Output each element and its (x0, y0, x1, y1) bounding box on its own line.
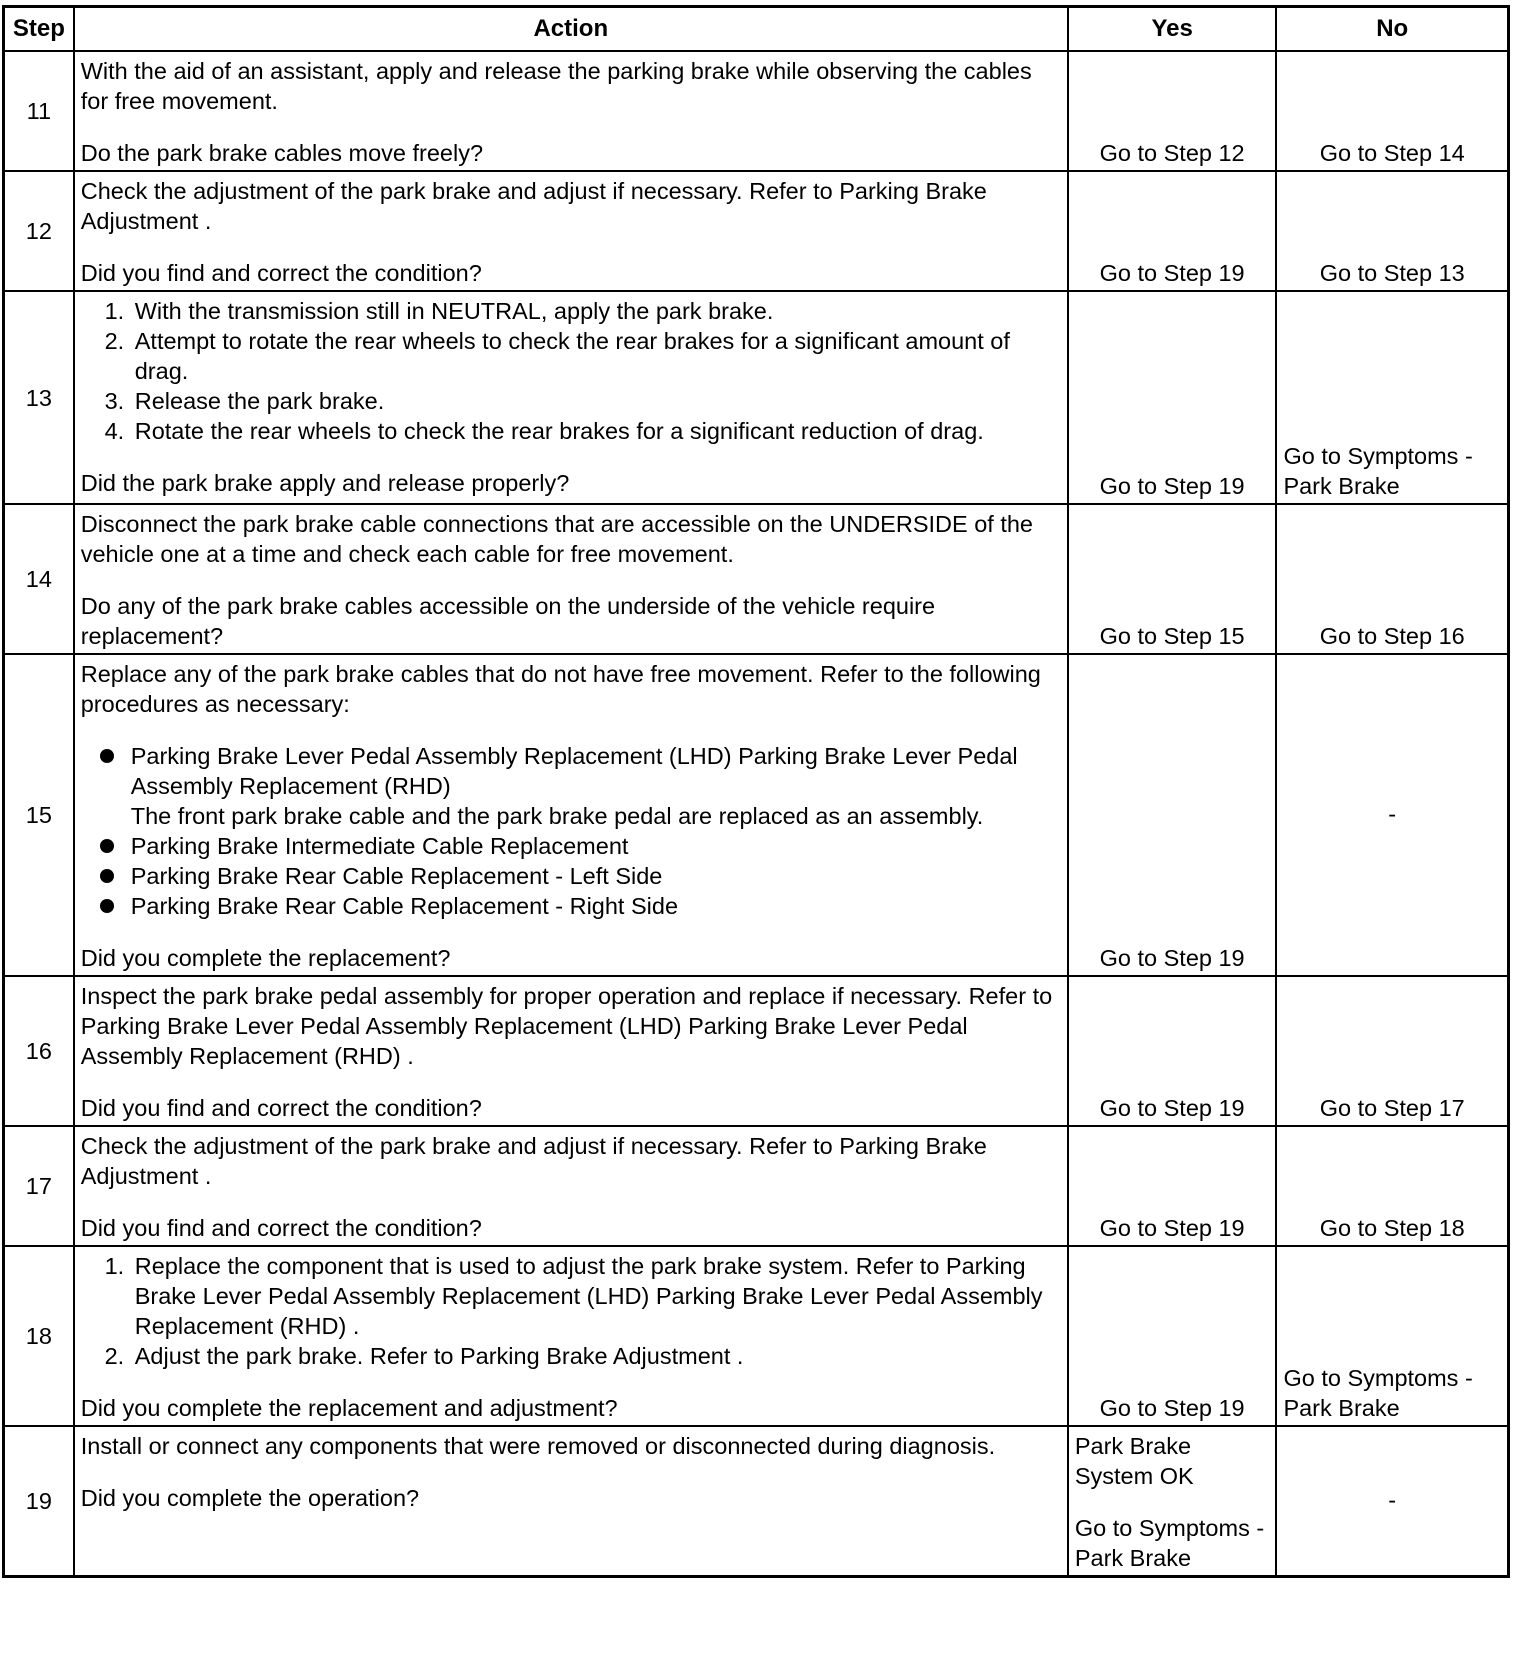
action-question: Do any of the park brake cables accessible on the underside of the vehicle require replacement? (80, 593, 936, 649)
action-text: Check the adjustment of the park brake and adjust if necessary. Refer to Parking Brake Adjustment . (80, 178, 987, 234)
step-number: 19 (4, 1426, 74, 1577)
list-item: 1. With the transmission still in NEUTRAL, apply the park brake. (131, 296, 1061, 326)
table-row (4, 1126, 1509, 1246)
yes-cell: Go to Step 19 (1068, 654, 1277, 976)
list-item: 4. Rotate the rear wheels to check the rear brakes for a significant reduction of drag. (131, 416, 1061, 446)
table-row (4, 976, 1509, 1126)
action-question: Did you complete the replacement and adjustment? (80, 1395, 618, 1421)
diagnostic-table (2, 5, 1510, 1578)
numbered-list (81, 296, 1061, 446)
step-number: 17 (4, 1126, 74, 1246)
action-question: Did you find and correct the condition? (80, 1215, 482, 1241)
list-item-text: Parking Brake Lever Pedal Assembly Replacement (LHD) Parking Brake Lever Pedal Assembly Replacement (RHD) (130, 743, 1018, 799)
list-item: Parking Brake Intermediate Cable Replacement (131, 831, 1061, 861)
step-number: 15 (4, 654, 74, 976)
action-question: Did the park brake apply and release properly? (80, 470, 570, 496)
no-cell: Go to Symptoms - Park Brake (1276, 1246, 1508, 1426)
yes-outcome-symptoms: Go to Symptoms - Park Brake (1074, 1515, 1265, 1571)
yes-cell (1068, 1426, 1277, 1577)
list-item (131, 741, 1061, 831)
step-number: 18 (4, 1246, 74, 1426)
list-item-note: The front park brake cable and the park brake pedal are replaced as an assembly. (130, 803, 984, 829)
yes-cell: Go to Step 12 (1068, 51, 1277, 171)
action-question: Did you find and correct the condition? (80, 260, 482, 286)
table-row (4, 504, 1509, 654)
no-cell: - (1276, 654, 1508, 976)
yes-cell: Go to Step 19 (1068, 976, 1277, 1126)
table-row (4, 654, 1509, 976)
table-row (4, 291, 1509, 504)
action-text: Inspect the park brake pedal assembly for proper operation and replace if necessary. Refer to Parking Brake Lever Pedal Assembly Replacement (LHD) Parking Brake Lever Pedal Assembly Replacement (RHD) . (80, 983, 1053, 1069)
yes-cell: Go to Step 19 (1068, 1246, 1277, 1426)
step-number: 16 (4, 976, 74, 1126)
action-cell (74, 1126, 1068, 1246)
no-cell: Go to Step 16 (1276, 504, 1508, 654)
step-number: 14 (4, 504, 74, 654)
list-item: 1. Replace the component that is used to adjust the park brake system. Refer to Parking Brake Lever Pedal Assembly Replacement (LHD) Parking Brake Lever Pedal Assembly Replacement (RHD) . (131, 1251, 1061, 1341)
yes-cell: Go to Step 19 (1068, 1126, 1277, 1246)
diagnostic-table-page (2, 5, 1510, 1578)
action-cell (74, 171, 1068, 291)
table-row (4, 51, 1509, 171)
step-number: 13 (4, 291, 74, 504)
table-row (4, 1246, 1509, 1426)
action-text: Replace any of the park brake cables that do not have free movement. Refer to the following procedures as necessary: (80, 661, 1041, 717)
list-item: 2. Adjust the park brake. Refer to Parking Brake Adjustment . (131, 1341, 1061, 1371)
bullet-list (81, 741, 1061, 921)
no-cell: Go to Step 13 (1276, 171, 1508, 291)
action-cell (74, 291, 1068, 504)
yes-cell: Go to Step 19 (1068, 171, 1277, 291)
action-cell (74, 504, 1068, 654)
list-item: Parking Brake Rear Cable Replacement - Right Side (131, 891, 1061, 921)
action-question: Do the park brake cables move freely? (80, 140, 484, 166)
action-text: With the aid of an assistant, apply and release the parking brake while observing the cables for free movement. (80, 58, 1032, 114)
action-cell (74, 654, 1068, 976)
header-yes: Yes (1068, 7, 1277, 52)
no-cell: Go to Step 17 (1276, 976, 1508, 1126)
no-cell: Go to Step 14 (1276, 51, 1508, 171)
action-cell (74, 51, 1068, 171)
no-cell: Go to Symptoms - Park Brake (1276, 291, 1508, 504)
step-number: 12 (4, 171, 74, 291)
header-action: Action (74, 7, 1068, 52)
header-row (4, 7, 1509, 52)
numbered-list (81, 1251, 1061, 1371)
no-cell: Go to Step 18 (1276, 1126, 1508, 1246)
no-cell: - (1276, 1426, 1508, 1577)
action-cell (74, 1426, 1068, 1577)
action-cell (74, 976, 1068, 1126)
table-row (4, 171, 1509, 291)
step-number: 11 (4, 51, 74, 171)
action-text: Check the adjustment of the park brake and adjust if necessary. Refer to Parking Brake Adjustment . (80, 1133, 987, 1189)
yes-cell: Go to Step 15 (1068, 504, 1277, 654)
yes-cell: Go to Step 19 (1068, 291, 1277, 504)
action-cell (74, 1246, 1068, 1426)
action-text: Disconnect the park brake cable connections that are accessible on the UNDERSIDE of the vehicle one at a time and check each cable for free movement. (80, 511, 1033, 567)
action-question: Did you complete the operation? (80, 1485, 420, 1511)
table-row (4, 1426, 1509, 1577)
list-item: 2. Attempt to rotate the rear wheels to check the rear brakes for a significant amount of drag. (131, 326, 1061, 386)
yes-outcome-ok: Park Brake System OK (1074, 1433, 1194, 1489)
header-step: Step (4, 7, 74, 52)
action-question: Did you find and correct the condition? (80, 1095, 482, 1121)
header-no: No (1276, 7, 1508, 52)
list-item: 3. Release the park brake. (131, 386, 1061, 416)
list-item: Parking Brake Rear Cable Replacement - Left Side (131, 861, 1061, 891)
action-text: Install or connect any components that were removed or disconnected during diagnosis. (80, 1433, 996, 1459)
action-question: Did you complete the replacement? (80, 945, 451, 971)
